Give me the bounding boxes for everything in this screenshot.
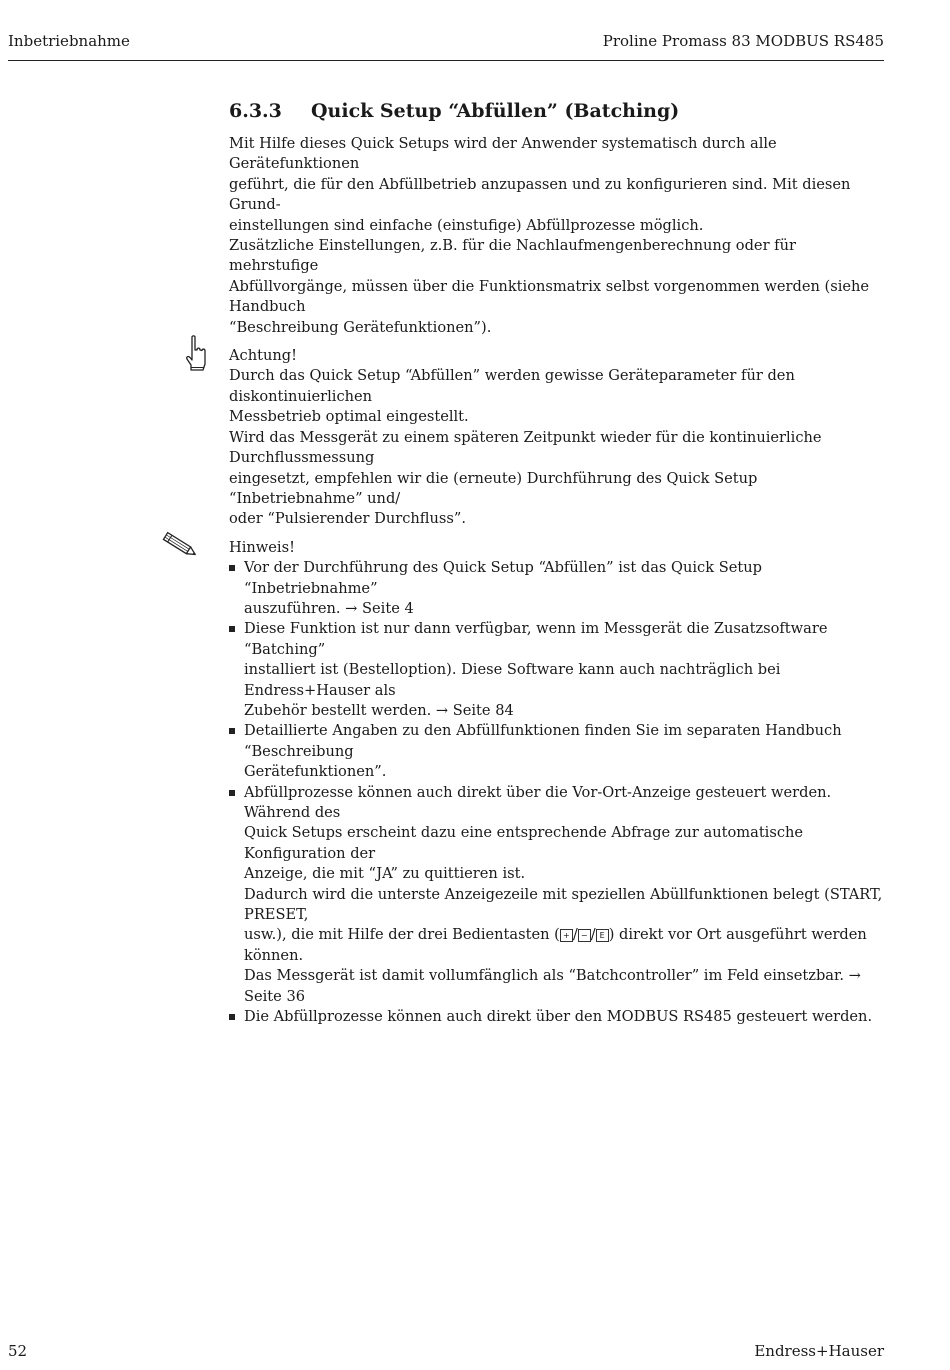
intro-line: geführt, die für den Abfüllbetrieb anzupassen und zu konfigurieren sind. Mit diesen Grund- bbox=[229, 175, 851, 214]
list-item-line: auszuführen. → Seite 4 bbox=[244, 599, 414, 617]
bullet-icon bbox=[229, 626, 235, 632]
list-item-line: Diese Funktion ist nur dann verfügbar, wenn im Messgerät die Zusatzsoftware “Batching” bbox=[244, 620, 828, 658]
pointing-hand-icon bbox=[183, 334, 209, 374]
intro-line: Zusätzliche Einstellungen, z.B. für die Nachlaufmengenberechnung oder für mehrstufige bbox=[229, 237, 796, 275]
list-item bbox=[229, 619, 887, 721]
note-title: Hinweis! bbox=[229, 538, 295, 556]
warning-line: Wird das Messgerät zu einem späteren Zeitpunkt wieder für die kontinuierliche Durchflussmessung bbox=[229, 428, 822, 467]
header-chapter: Inbetriebnahme bbox=[8, 32, 130, 50]
list-item bbox=[229, 783, 887, 1007]
inline-text: usw.), die mit Hilfe der drei Bedientasten ( bbox=[244, 926, 560, 944]
plus-key-icon: + bbox=[560, 929, 573, 942]
list-item bbox=[229, 558, 887, 619]
intro-line: Abfüllvorgänge, müssen über die Funktionsmatrix selbst vorgenommen werden (siehe Handbuch bbox=[229, 277, 870, 316]
warning-line: oder “Pulsierender Durchfluss”. bbox=[229, 510, 466, 528]
list-item-line bbox=[244, 925, 887, 966]
footer-brand: Endress+Hauser bbox=[754, 1342, 884, 1360]
bullet-icon bbox=[229, 728, 235, 734]
page-number: 52 bbox=[8, 1342, 28, 1360]
section-title: Quick Setup “Abfüllen” (Batching) bbox=[311, 100, 680, 122]
key-separator: / bbox=[572, 926, 578, 944]
warning-block bbox=[229, 346, 887, 530]
list-item-line: Dadurch wird die unterste Anzeigezeile mit speziellen Abüllfunktionen belegt (START, PRESET, bbox=[244, 885, 883, 924]
list-item bbox=[229, 721, 887, 782]
bullet-icon bbox=[229, 565, 235, 571]
list-item-line: installiert ist (Bestelloption). Diese Software kann auch nachträglich bei Endress+Hauser als bbox=[244, 661, 781, 699]
inline-text: ) direkt vor Ort ausgeführt werden können. bbox=[244, 926, 867, 964]
list-item-line: Das Messgerät ist damit vollumfänglich als “Batchcontroller” im Feld einsetzbar. → Seite 36 bbox=[244, 967, 861, 1005]
intro-line: Mit Hilfe dieses Quick Setups wird der Anwender systematisch durch alle Gerätefunktionen bbox=[229, 135, 777, 173]
intro-line: “Beschreibung Gerätefunktionen”). bbox=[229, 318, 492, 336]
bullet-icon bbox=[229, 790, 235, 796]
bullet-icon bbox=[229, 1014, 235, 1020]
list-item-line: Detaillierte Angaben zu den Abfüllfunktionen finden Sie im separaten Handbuch “Beschreibung bbox=[244, 722, 842, 760]
list-item-line: Vor der Durchführung des Quick Setup “Abfüllen” ist das Quick Setup “Inbetriebnahme” bbox=[244, 559, 762, 597]
note-list bbox=[229, 558, 887, 1027]
section-number: 6.3.3 bbox=[229, 100, 282, 122]
pencil-icon bbox=[159, 528, 201, 562]
note-block bbox=[229, 538, 887, 1028]
warning-title: Achtung! bbox=[229, 347, 297, 365]
list-item bbox=[229, 1007, 887, 1027]
main-content bbox=[229, 98, 887, 1027]
warning-line: eingesetzt, empfehlen wir die (erneute) Durchführung des Quick Setup “Inbetriebnahme” und/ bbox=[229, 469, 758, 507]
list-item-line: Gerätefunktionen”. bbox=[244, 763, 387, 781]
list-item-line: Die Abfüllprozesse können auch direkt über den MODBUS RS485 gesteuert werden. bbox=[244, 1008, 873, 1026]
warning-line: Durch das Quick Setup “Abfüllen” werden gewisse Geräteparameter für den diskontinuierlichen bbox=[229, 367, 795, 405]
section-heading bbox=[229, 98, 887, 124]
intro-line: einstellungen sind einfache (einstufige) Abfüllprozesse möglich. bbox=[229, 216, 704, 234]
list-item-line: Abfüllprozesse können auch direkt über die Vor-Ort-Anzeige gesteuert werden. Während des bbox=[244, 783, 832, 821]
warning-line: Messbetrieb optimal eingestellt. bbox=[229, 408, 469, 426]
page-header bbox=[8, 32, 884, 61]
key-separator: / bbox=[590, 926, 596, 944]
list-item-line: Quick Setups erscheint dazu eine entsprechende Abfrage zur automatische Konfiguration der bbox=[244, 824, 804, 862]
list-item-line: Anzeige, die mit “JA” zu quittieren ist. bbox=[244, 865, 526, 883]
header-product: Proline Promass 83 MODBUS RS485 bbox=[602, 32, 884, 50]
list-item-line: Zubehör bestellt werden. → Seite 84 bbox=[244, 701, 514, 719]
minus-key-icon: − bbox=[578, 929, 591, 942]
intro-paragraph bbox=[229, 134, 887, 338]
enter-key-icon: E bbox=[596, 929, 609, 942]
